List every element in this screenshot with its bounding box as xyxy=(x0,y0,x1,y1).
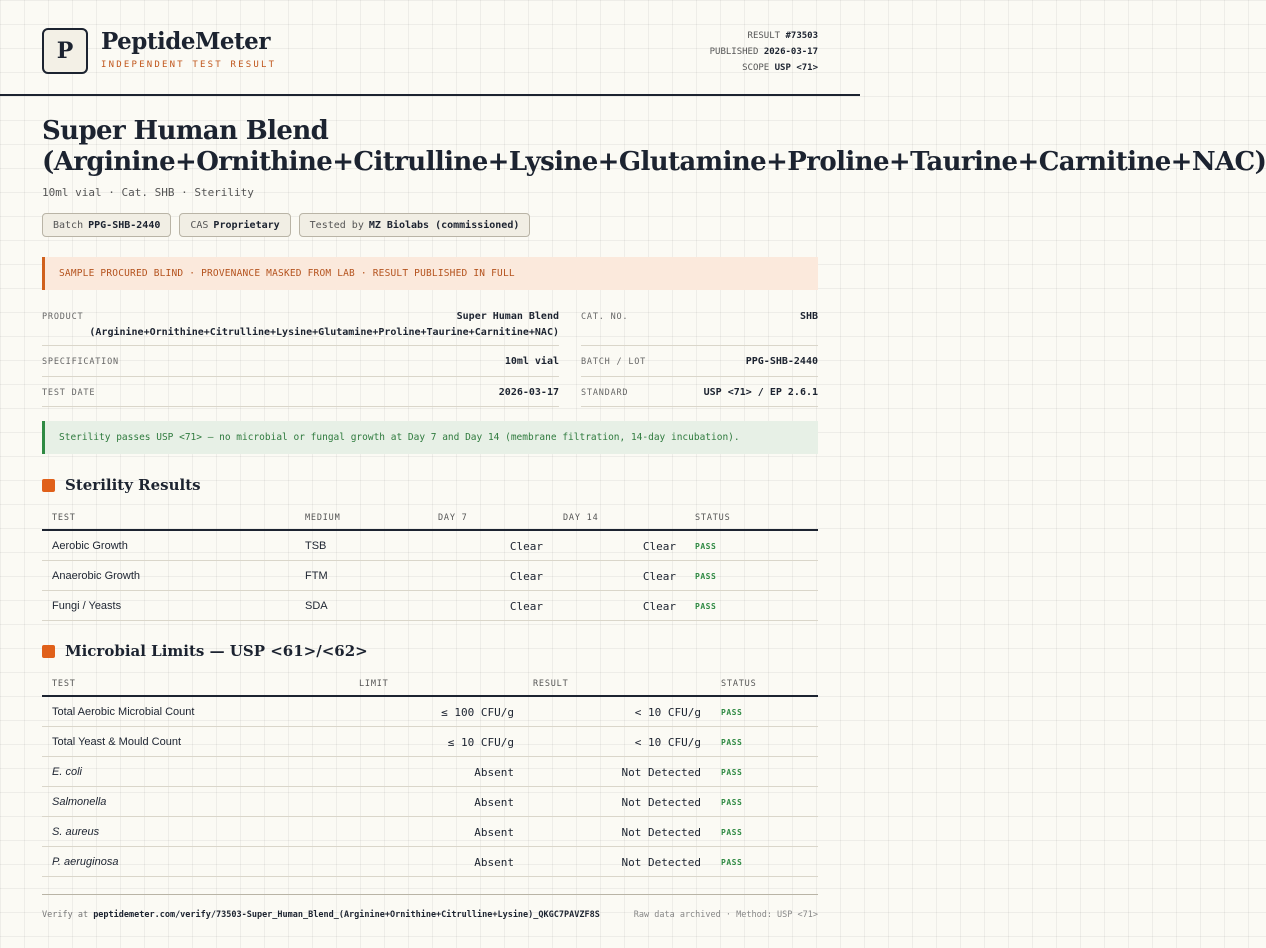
table-header xyxy=(42,505,818,531)
result-value: < 10 CFU/g xyxy=(634,706,701,719)
chip-label: Tested by xyxy=(309,219,364,231)
medium-value: FTM xyxy=(305,570,328,582)
day7-value: Clear xyxy=(509,570,543,583)
result-meta xyxy=(710,28,818,76)
sterility-table xyxy=(42,505,818,621)
test-name: E. coli xyxy=(52,766,82,778)
column-header: DAY 7 xyxy=(438,513,468,523)
info-standard xyxy=(581,377,818,407)
report-header xyxy=(0,0,860,96)
info-cat-no xyxy=(581,306,818,346)
cas-chip xyxy=(179,213,290,237)
batch-chip xyxy=(42,213,171,237)
table-row xyxy=(42,787,818,817)
result-value: Not Detected xyxy=(621,826,701,839)
meta-scope-value: USP <71> xyxy=(774,63,818,73)
result-value: < 10 CFU/g xyxy=(634,736,701,749)
chip-label: Batch xyxy=(53,219,84,231)
product-subtitle: 10ml vial · Cat. SHB · Sterility xyxy=(42,186,254,199)
info-specification xyxy=(42,346,559,377)
info-label: STANDARD xyxy=(581,388,629,398)
meta-result-label: RESULT xyxy=(747,31,781,41)
status-badge: PASS xyxy=(695,542,717,551)
status-badge: PASS xyxy=(721,738,743,747)
meta-scope-label: SCOPE xyxy=(742,63,770,73)
table-row xyxy=(42,697,818,727)
chip-value: Proprietary xyxy=(213,219,280,231)
column-header: TEST xyxy=(52,679,76,689)
status-badge: PASS xyxy=(695,602,717,611)
report-footer xyxy=(42,894,818,920)
meta-published xyxy=(710,44,818,60)
column-header: DAY 14 xyxy=(563,513,599,523)
medium-value: SDA xyxy=(305,600,328,612)
section-marker-icon xyxy=(42,479,55,492)
product-title xyxy=(42,116,1266,178)
brand-logo[interactable]: P xyxy=(42,28,88,74)
title-line-2: (Arginine+Ornithine+Citrulline+Lysine+Glutamine+Proline+Taurine+Carnitine+NAC) xyxy=(42,147,1266,177)
limit-value: ≤ 10 CFU/g xyxy=(447,736,514,749)
limit-value: Absent xyxy=(474,796,514,809)
column-header: STATUS xyxy=(721,679,757,689)
limit-value: Absent xyxy=(474,856,514,869)
info-test-date xyxy=(42,377,559,407)
verify-link[interactable]: peptidemeter.com/verify/73503-Super_Human_Blend_(Arginine+Ornithine+Citrulline+Lysine)_QKGC7PAVZF8S xyxy=(93,910,600,920)
info-batch-lot xyxy=(581,346,818,377)
brand-name[interactable]: PeptideMeter xyxy=(101,28,270,55)
limit-value: Absent xyxy=(474,766,514,779)
meta-scope xyxy=(710,60,818,76)
status-badge: PASS xyxy=(721,798,743,807)
day14-value: Clear xyxy=(642,600,676,613)
medium-value: TSB xyxy=(305,540,327,552)
test-name: P. aeruginosa xyxy=(52,856,119,868)
result-value: Not Detected xyxy=(621,796,701,809)
info-value: SHB xyxy=(799,311,818,322)
title-line-1: Super Human Blend xyxy=(42,116,329,146)
brand-tagline: INDEPENDENT TEST RESULT xyxy=(101,60,277,70)
info-product xyxy=(42,306,559,346)
column-header: LIMIT xyxy=(359,679,389,689)
archive-note: Raw data archived · Method: USP <71> xyxy=(633,910,818,920)
product-name-line-2: (Arginine+Ornithine+Citrulline+Lysine+Glutamine+Proline+Taurine+Carnitine+NAC) xyxy=(89,327,559,338)
table-row xyxy=(42,757,818,787)
day14-value: Clear xyxy=(642,540,676,553)
column-header: MEDIUM xyxy=(305,513,341,523)
verify-line xyxy=(42,910,600,920)
table-header xyxy=(42,671,818,697)
microbial-section-heading xyxy=(42,642,368,660)
status-badge: PASS xyxy=(721,858,743,867)
meta-published-label: PUBLISHED xyxy=(709,47,759,57)
chip-label: CAS xyxy=(190,219,209,231)
test-name: Aerobic Growth xyxy=(52,540,128,552)
tested-by-chip xyxy=(299,213,531,237)
info-value: USP <71> / EP 2.6.1 xyxy=(703,387,818,398)
result-value: Not Detected xyxy=(621,856,701,869)
table-row xyxy=(42,561,818,591)
section-marker-icon xyxy=(42,645,55,658)
section-title: Sterility Results xyxy=(65,476,201,494)
test-name: Salmonella xyxy=(52,796,107,808)
info-value: 10ml vial xyxy=(504,356,559,367)
test-name: S. aureus xyxy=(52,826,100,838)
result-value: Not Detected xyxy=(621,766,701,779)
table-row xyxy=(42,847,818,877)
day7-value: Clear xyxy=(509,600,543,613)
limit-value: ≤ 100 CFU/g xyxy=(441,706,514,719)
info-label: SPECIFICATION xyxy=(42,357,119,367)
status-badge: PASS xyxy=(721,708,743,717)
status-badge: PASS xyxy=(721,768,743,777)
column-header: STATUS xyxy=(695,513,731,523)
procurement-notice: SAMPLE PROCURED BLIND · PROVENANCE MASKED FROM LAB · RESULT PUBLISHED IN FULL xyxy=(42,257,818,290)
info-product-value xyxy=(89,309,559,341)
info-value: PPG-SHB-2440 xyxy=(745,356,818,367)
status-badge: PASS xyxy=(721,828,743,837)
info-label: PRODUCT xyxy=(42,312,84,322)
info-label: TEST DATE xyxy=(42,388,96,398)
microbial-table xyxy=(42,671,818,877)
chip-value: PPG-SHB-2440 xyxy=(88,219,161,231)
table-row xyxy=(42,591,818,621)
status-badge: PASS xyxy=(695,572,717,581)
product-name-line-1: Super Human Blend xyxy=(456,311,559,322)
test-name: Anaerobic Growth xyxy=(52,570,141,582)
meta-result-value: #73503 xyxy=(785,31,818,41)
meta-result xyxy=(710,28,818,44)
chip-value: MZ Biolabs (commissioned) xyxy=(368,219,520,231)
sterility-pass-banner: Sterility passes USP <71> — no microbial or fungal growth at Day 7 and Day 14 (membrane filtration, 14-day incubation). xyxy=(42,421,818,454)
verify-label: Verify at xyxy=(42,910,89,920)
test-name: Fungi / Yeasts xyxy=(52,600,122,612)
column-header: RESULT xyxy=(533,679,569,689)
table-row xyxy=(42,727,818,757)
test-name: Total Yeast & Mould Count xyxy=(52,736,182,748)
product-chips xyxy=(42,213,530,237)
table-row xyxy=(42,817,818,847)
limit-value: Absent xyxy=(474,826,514,839)
day14-value: Clear xyxy=(642,570,676,583)
info-label: CAT. NO. xyxy=(581,312,629,322)
info-label: BATCH / LOT xyxy=(581,357,647,367)
table-row xyxy=(42,531,818,561)
day7-value: Clear xyxy=(509,540,543,553)
test-name: Total Aerobic Microbial Count xyxy=(52,706,195,718)
sterility-section-heading xyxy=(42,476,201,494)
column-header: TEST xyxy=(52,513,76,523)
section-title: Microbial Limits — USP <61>/<62> xyxy=(65,642,368,660)
meta-published-value: 2026-03-17 xyxy=(763,47,818,57)
info-value: 2026-03-17 xyxy=(498,387,559,398)
